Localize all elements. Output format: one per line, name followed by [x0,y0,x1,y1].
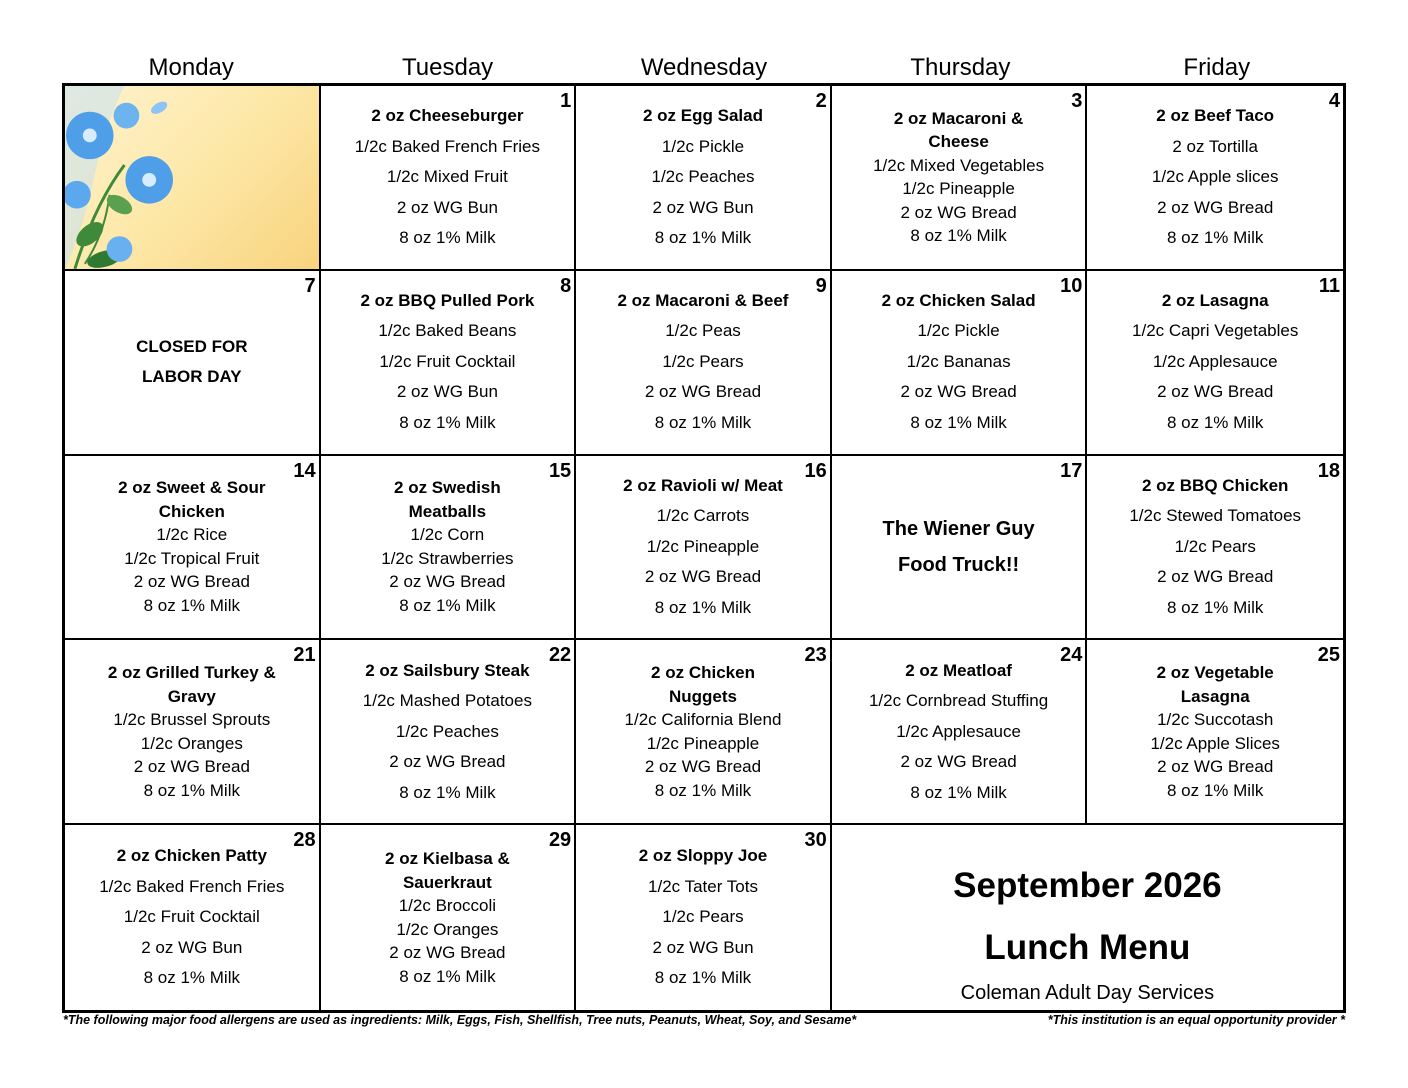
day-number: 8 [560,274,572,297]
main-dish: Nuggets [668,686,737,706]
menu-item: 1/2c Strawberries [381,548,514,568]
day-cell-30 [576,825,832,1010]
menu-item: 8 oz 1% Milk [654,597,752,617]
menu-item: 8 oz 1% Milk [1167,597,1264,617]
menu-item: 8 oz 1% Milk [143,780,240,800]
day-cell-1 [321,86,577,271]
day-cell-3 [832,86,1088,271]
main-dish: 2 oz Ravioli w/ Meat [623,475,783,495]
menu-item: 2 oz WG Bun [396,197,498,217]
menu-item: 1/2c Mixed Vegetables [873,155,1045,175]
menu-item: 2 oz WG Bread [1157,197,1274,217]
menu-item: 1/2c Cornbread Stuffing [868,691,1049,711]
day-number: 3 [1071,90,1083,112]
main-dish: Cheese [928,132,989,152]
day-number: 16 [804,459,827,482]
menu-item: 2 oz WG Bread [389,752,506,772]
main-dish: 2 oz Sloppy Joe [638,846,768,866]
day-cell-9 [576,271,832,456]
day-cell-18 [1087,456,1343,641]
menu-item: 1/2c Tater Tots [648,876,758,896]
event-note: Food Truck!! [898,553,1020,576]
weekday-wednesday: Wednesday [640,54,768,81]
day-cell-22 [321,640,577,825]
day-cell-25 [1087,640,1343,825]
menu-item: 2 oz WG Bread [389,572,506,592]
main-dish: 2 oz Sailsbury Steak [365,660,530,680]
menu-item: 1/2c Oranges [140,733,243,753]
day-cell-8 [321,271,577,456]
main-dish: 2 oz Beef Taco [1156,106,1275,126]
event-note: The Wiener Guy [882,517,1035,540]
menu-item: 1/2c Oranges [396,919,499,939]
day-cell-11 [1087,271,1343,456]
menu-item: 1/2c California Blend [624,710,782,730]
main-dish: 2 oz Lasagna [1161,290,1269,310]
menu-item: 1/2c Capri Vegetables [1132,321,1299,341]
menu-item: 1/2c Succotash [1157,710,1274,730]
menu-item: 2 oz WG Bread [133,572,250,592]
menu-item: 1/2c Brussel Sprouts [113,710,271,730]
menu-item: 8 oz 1% Milk [399,595,496,615]
closed-note: LABOR DAY [142,367,242,387]
menu-item: 8 oz 1% Milk [654,780,752,800]
menu-title-block [832,825,1343,1010]
menu-item: 2 oz WG Bun [652,937,754,957]
menu-item: 1/2c Mashed Potatoes [362,691,532,711]
menu-item: 2 oz WG Bread [900,752,1017,772]
day-cell-28 [65,825,321,1010]
day-number: 9 [815,274,827,297]
weekday-tuesday: Tuesday [402,54,494,81]
menu-item: 1/2c Tropical Fruit [124,548,260,568]
day-number: 11 [1318,274,1340,297]
menu-item: 2 oz Tortilla [1172,136,1259,156]
menu-title: Lunch Menu [984,928,1191,968]
menu-item: 2 oz WG Bread [644,382,762,402]
menu-item: 8 oz 1% Milk [1167,228,1264,248]
day-cell-14 [65,456,321,641]
menu-item: 1/2c Baked French Fries [354,136,540,156]
day-number: 1 [560,90,572,112]
menu-item: 8 oz 1% Milk [910,412,1007,432]
day-cell-24 [832,640,1088,825]
day-cell-7 [65,271,321,456]
main-dish: Sauerkraut [402,872,492,892]
menu-item: 8 oz 1% Milk [399,228,496,248]
menu-item: 8 oz 1% Milk [399,782,496,802]
day-number: 2 [815,90,827,112]
main-dish: 2 oz Macaroni & Beef [617,290,789,310]
main-dish: 2 oz Meatloaf [905,660,1012,680]
day-number: 7 [304,274,316,297]
day-cell-16 [576,456,832,641]
main-dish: 2 oz Chicken Salad [881,290,1036,310]
menu-item: 8 oz 1% Milk [143,595,240,615]
weekday-monday: Monday [148,54,234,81]
menu-item: 1/2c Pineapple [646,536,760,556]
main-dish: 2 oz Chicken [651,663,755,683]
menu-item: 1/2c Pears [662,351,744,371]
day-cell-2 [576,86,832,271]
menu-item: 8 oz 1% Milk [910,782,1007,802]
menu-item: 8 oz 1% Milk [654,228,752,248]
main-dish: 2 oz Chicken Patty [116,846,267,866]
day-number: 14 [293,459,316,482]
day-number: 24 [1060,644,1083,667]
main-dish: 2 oz Grilled Turkey & [107,663,276,683]
menu-item: 1/2c Pears [1174,536,1256,556]
menu-item: 1/2c Fruit Cocktail [379,351,516,371]
day-number: 15 [548,459,572,482]
menu-item: 1/2c Apple slices [1151,167,1279,187]
day-number: 22 [548,644,572,667]
footnotes [63,1013,1345,1029]
menu-item: 2 oz WG Bread [133,757,250,777]
weekday-header-row [63,52,1345,84]
menu-item: 1/2c Peas [665,321,741,341]
menu-month-title: September 2026 [953,866,1222,906]
menu-item: 1/2c Apple Slices [1150,733,1280,753]
day-cell-10 [832,271,1088,456]
menu-item: 1/2c Fruit Cocktail [123,907,260,927]
main-dish: 2 oz Vegetable [1156,663,1274,683]
menu-item: 2 oz WG Bread [1157,567,1274,587]
main-dish: Gravy [167,686,216,706]
menu-item: 1/2c Applesauce [1152,351,1278,371]
day-number: 10 [1060,274,1083,297]
weekday-friday: Friday [1183,54,1251,81]
menu-item: 2 oz WG Bun [652,197,754,217]
menu-item: 8 oz 1% Milk [143,968,240,988]
day-number: 4 [1328,90,1340,112]
day-cell-4 [1087,86,1343,271]
organization-name: Coleman Adult Day Services [960,982,1215,1005]
day-number: 28 [293,829,316,852]
menu-item: 1/2c Carrots [656,506,750,526]
menu-item: 2 oz WG Bread [1157,757,1274,777]
closed-note: CLOSED FOR [136,337,248,357]
menu-item: 1/2c Corn [410,525,485,545]
main-dish: 2 oz Sweet & Sour [118,478,266,498]
main-dish: 2 oz Egg Salad [643,106,763,126]
menu-item: 8 oz 1% Milk [399,412,496,432]
menu-item: 1/2c Stewed Tomatoes [1129,506,1302,526]
menu-item: 1/2c Baked Beans [378,321,517,341]
menu-item: 2 oz WG Bread [644,757,762,777]
menu-item: 8 oz 1% Milk [1167,412,1264,432]
menu-item: 8 oz 1% Milk [1167,780,1264,800]
menu-item: 8 oz 1% Milk [654,968,752,988]
menu-item: 8 oz 1% Milk [654,412,752,432]
menu-item: 2 oz WG Bun [141,937,243,957]
menu-item: 1/2c Mixed Fruit [386,167,508,187]
decorative-art-cell [65,86,321,271]
day-number: 17 [1060,459,1083,482]
menu-item: 2 oz WG Bread [1157,382,1274,402]
day-cell-17 [832,456,1088,641]
day-number: 21 [293,644,316,667]
day-number: 29 [548,829,572,852]
day-cell-21 [65,640,321,825]
menu-item: 1/2c Applesauce [896,721,1021,741]
main-dish: 2 oz Kielbasa & [385,849,510,869]
menu-item: 1/2c Bananas [906,351,1011,371]
menu-item: 1/2c Broccoli [398,896,497,916]
menu-item: 1/2c Pears [662,907,744,927]
main-dish: 2 oz Swedish [394,478,501,498]
menu-item: 1/2c Peaches [651,167,755,187]
day-cell-23 [576,640,832,825]
equal-opportunity-footnote: *This institution is an equal opportunity provider * [1047,1013,1345,1027]
menu-item: 1/2c Pickle [661,136,745,156]
day-cell-15 [321,456,577,641]
menu-item: 8 oz 1% Milk [399,966,496,986]
menu-item: 2 oz WG Bread [389,943,506,963]
menu-item: 2 oz WG Bread [900,382,1017,402]
menu-item: 1/2c Rice [156,525,228,545]
main-dish: 2 oz BBQ Chicken [1141,475,1289,495]
menu-item: 8 oz 1% Milk [910,226,1007,246]
day-number: 25 [1317,644,1340,667]
day-number: 18 [1317,459,1340,482]
allergen-footnote: *The following major food allergens are used as ingredients: Milk, Eggs, Fish, Shellfish, Tree nuts, Peanuts, Wheat, Soy, and Sesame* [63,1013,857,1027]
menu-item: 1/2c Peaches [395,721,499,741]
main-dish: 2 oz BBQ Pulled Pork [360,290,535,310]
main-dish: 2 oz Macaroni & [893,108,1024,128]
menu-item: 2 oz WG Bread [900,202,1017,222]
day-cell-29 [321,825,577,1010]
menu-item: 2 oz WG Bread [644,567,762,587]
main-dish: Meatballs [408,501,487,521]
menu-item: 1/2c Pineapple [646,733,760,753]
menu-item: 1/2c Pickle [917,321,1000,341]
day-number: 23 [804,644,827,667]
main-dish: Chicken [158,501,225,521]
calendar-grid [62,83,1346,1013]
menu-item: 2 oz WG Bun [396,382,498,402]
weekday-thursday: Thursday [910,54,1011,81]
menu-item: 1/2c Pineapple [902,179,1015,199]
main-dish: 2 oz Cheeseburger [371,106,524,126]
day-number: 30 [804,829,827,852]
morning-glory-flowers-icon [65,86,319,269]
main-dish: Lasagna [1180,686,1250,706]
menu-item: 1/2c Baked French Fries [99,876,285,896]
